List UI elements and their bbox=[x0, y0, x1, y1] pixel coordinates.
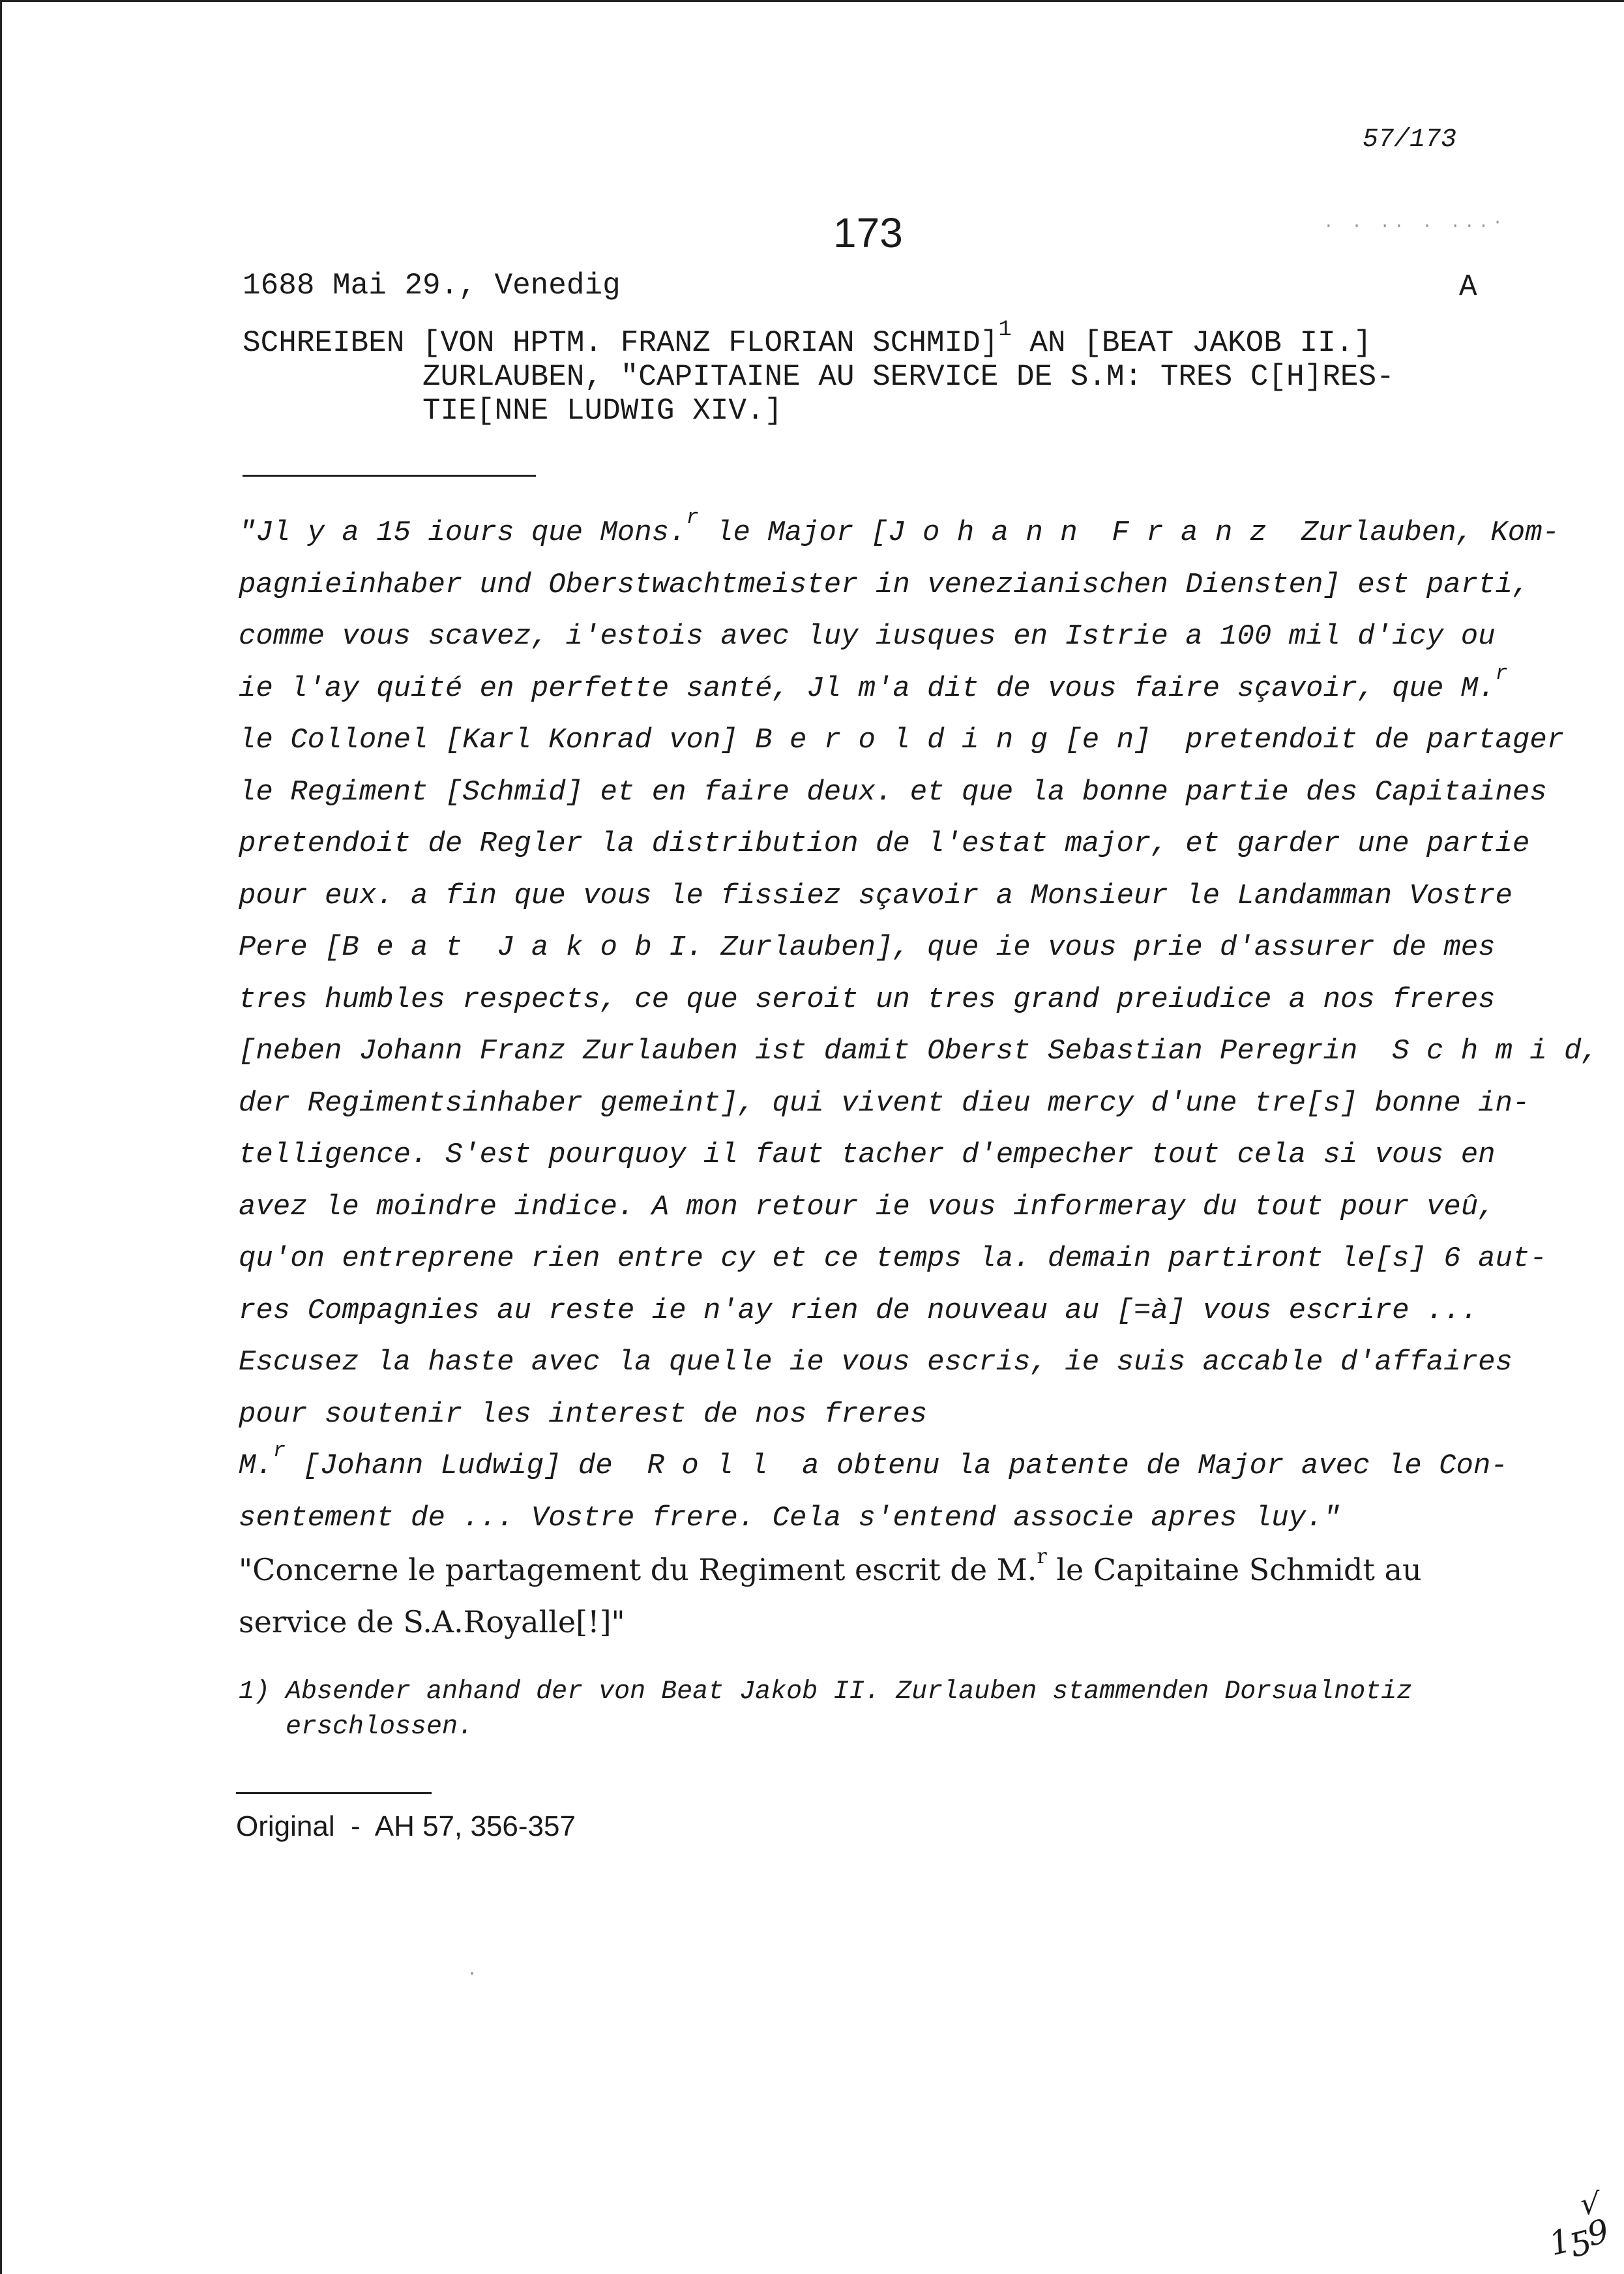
handwritten-folio-number: 1ƽ9 bbox=[1545, 2211, 1613, 2264]
document-number: 173 bbox=[833, 209, 903, 256]
footnote bbox=[239, 1675, 1412, 1745]
page-border-top bbox=[0, 0, 1624, 2]
body-line: M.$^r$ [Johann Ludwig] de R o l l a obtenu la patente de Major avec le Con- bbox=[239, 1439, 1508, 1482]
dorsal-note-line: service de S.A.Royalle[!]" bbox=[239, 1604, 625, 1639]
date-place: 1688 Mai 29., Venedig bbox=[243, 269, 621, 303]
body-line: "Jl y a 15 iours que Mons.$^r$ le Major [J o h a n n F r a n z Zurlauben, Kom- bbox=[239, 505, 1559, 549]
source-citation: Original - AH 57, 356-357 bbox=[236, 1810, 576, 1842]
check-mark-icon: √ bbox=[1580, 2186, 1600, 2221]
body-line: pour soutenir les interest de nos freres bbox=[239, 1398, 928, 1431]
scan-speck-dots: . . .. . ...· bbox=[1323, 213, 1507, 232]
body-line: le Regiment [Schmid] et en faire deux. et que la bonne partie des Capitaines bbox=[239, 775, 1547, 809]
heading-rule bbox=[243, 475, 536, 477]
body-line: [neben Johann Franz Zurlauben ist damit Oberst Sebastian Peregrin S c h m i d, bbox=[239, 1035, 1599, 1068]
body-line: sentement de ... Vostre frere. Cela s'entend associe apres luy." bbox=[239, 1501, 1340, 1534]
body-line: pour eux. a fin que vous le fissiez sçavoir a Monsieur le Landamman Vostre bbox=[239, 879, 1513, 912]
letter-body bbox=[239, 505, 1599, 1648]
source-rule bbox=[236, 1792, 432, 1794]
body-line: Escusez la haste avec la quelle ie vous escris, ie suis accable d'affaires bbox=[239, 1346, 1513, 1379]
footnote-line-2: erschlossen. bbox=[239, 1713, 474, 1742]
body-line: ie l'ay quité en perfette santé, Jl m'a dit de vous faire sçavoir, que M.$^r$ bbox=[239, 661, 1508, 705]
heading-line-2: ZURLAUBEN, "CAPITAINE AU SERVICE DE S.M: TRES C[H]RES- bbox=[243, 360, 1395, 395]
page-border-left bbox=[0, 0, 2, 2274]
document-heading bbox=[243, 318, 1395, 428]
body-line: res Compagnies au reste ie n'ay rien de nouveau au [=à] vous escrire ... bbox=[239, 1294, 1479, 1327]
body-line: qu'on entreprene rien entre cy et ce temps la. demain partiront le[s] 6 aut- bbox=[239, 1242, 1547, 1275]
scan-speck bbox=[471, 1972, 473, 1975]
dorsal-note-line: "Concerne le partagement du Regiment escrit de M.$^r$ le Capitaine Schmidt au bbox=[239, 1543, 1422, 1587]
heading-line-3: TIE[NNE LUDWIG XIV.] bbox=[243, 394, 783, 428]
body-line: der Regimentsinhaber gemeint], qui vivent dieu mercy d'une tre[s] bonne in- bbox=[239, 1086, 1530, 1120]
footnote-line-1: 1) Absender anhand der von Beat Jakob II. Zurlauben stammenden Dorsualnotiz bbox=[239, 1677, 1413, 1707]
body-line: comme vous scavez, i'estois avec luy iusques en Istrie a 100 mil d'icy ou bbox=[239, 620, 1496, 653]
body-line: pretendoit de Regler la distribution de l'estat major, et garder une partie bbox=[239, 828, 1530, 860]
body-line: le Collonel [Karl Konrad von] B e r o l d i n g [e n] pretendoit de partager bbox=[239, 724, 1565, 756]
body-line: telligence. S'est pourquoy il faut tacher d'empecher tout cela si vous en bbox=[239, 1139, 1496, 1171]
body-line: avez le moindre indice. A mon retour ie vous informeray du tout pour veû, bbox=[239, 1190, 1496, 1223]
letter-marker: A bbox=[1459, 270, 1477, 304]
body-line: Pere [B e a t J a k o b I. Zurlauben], que ie vous prie d'assurer de mes bbox=[239, 931, 1496, 964]
body-line: pagnieinhaber und Oberstwachtmeister in venezianischen Diensten] est parti, bbox=[239, 568, 1530, 601]
heading-line-1: SCHREIBEN [VON HPTM. FRANZ FLORIAN SCHMID]$^1$ AN [BEAT JAKOB II.] bbox=[243, 318, 1372, 361]
body-line: tres humbles respects, ce que seroit un tres grand preiudice a nos freres bbox=[239, 983, 1496, 1016]
archive-reference: 57/173 bbox=[1363, 125, 1457, 155]
footnote-ref: 1 bbox=[998, 318, 1012, 342]
